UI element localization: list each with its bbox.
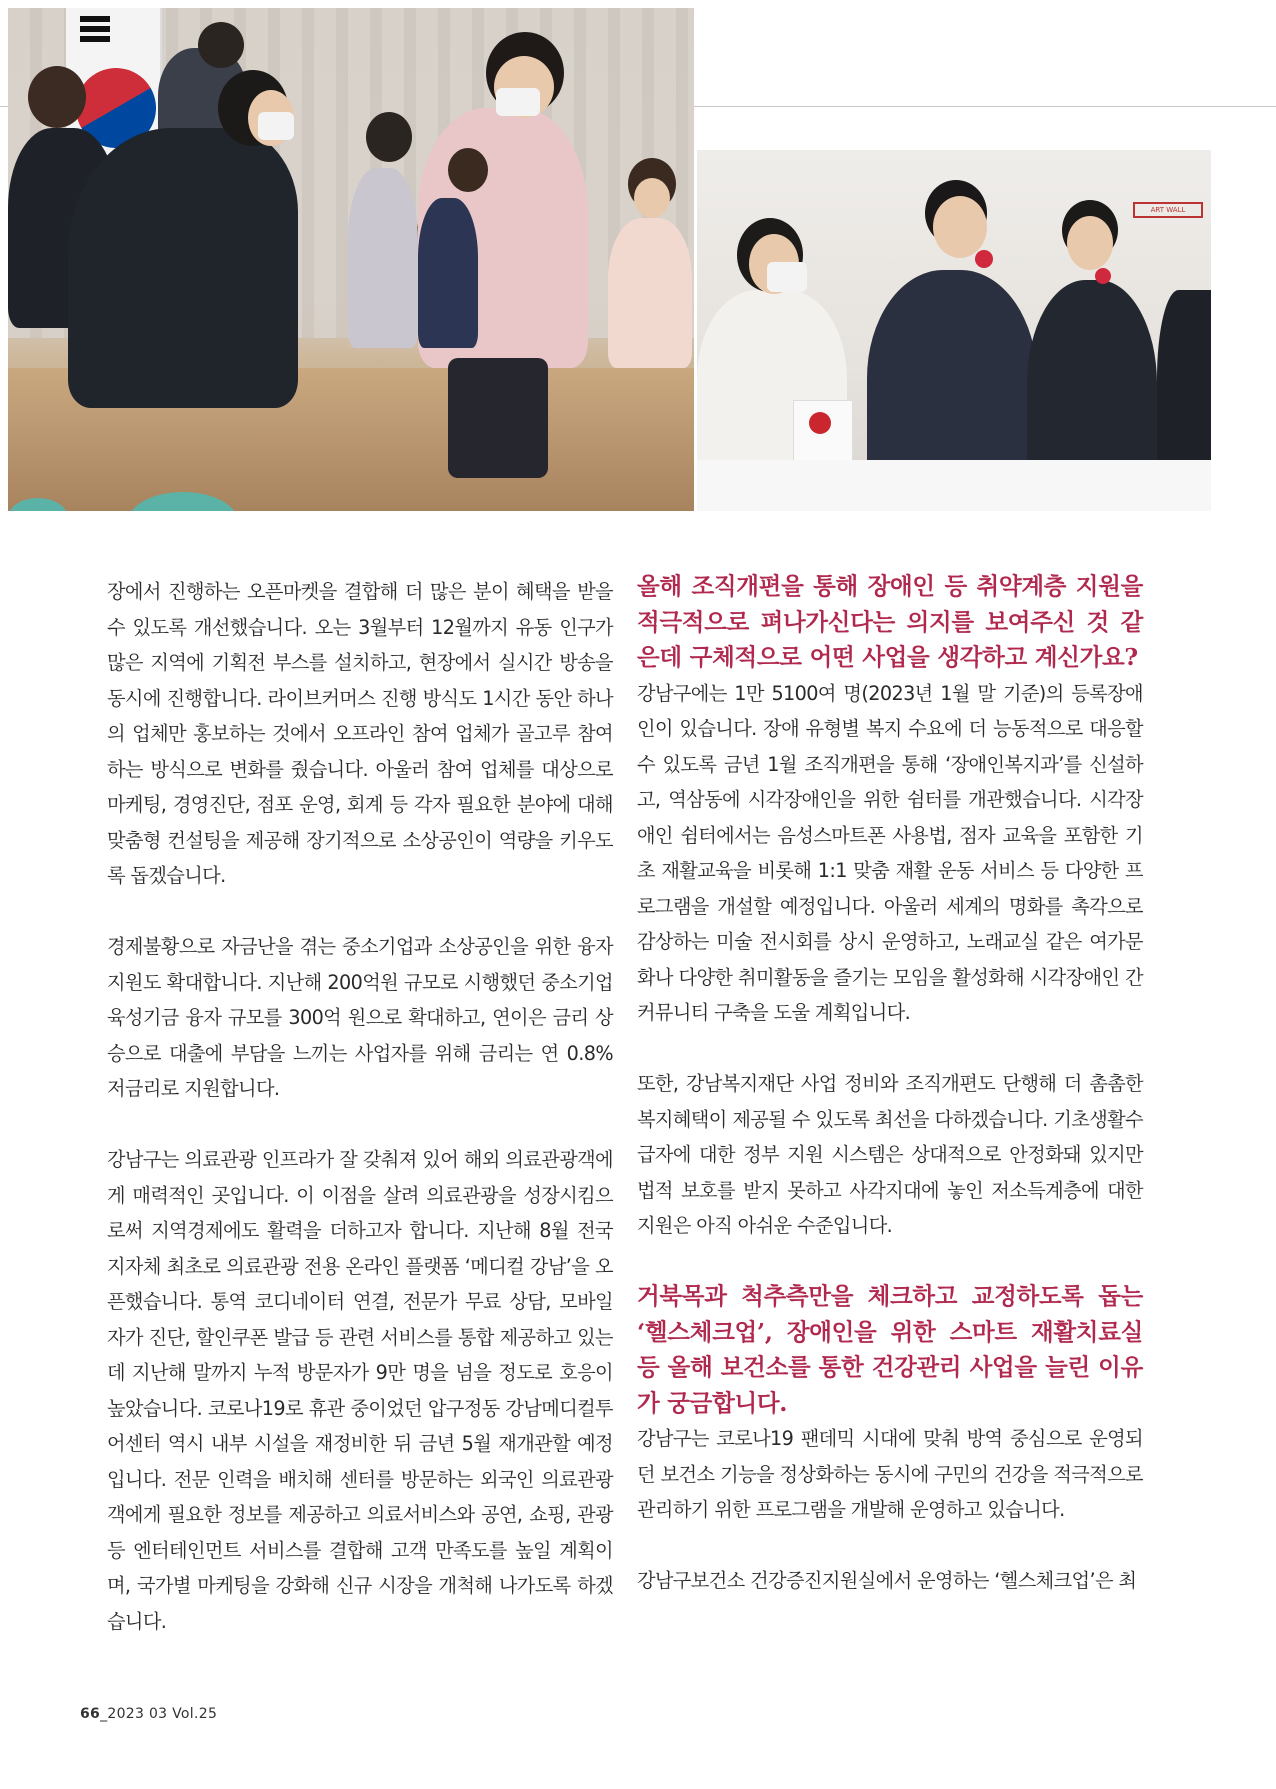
body-paragraph: 또한, 강남복지재단 사업 정비와 조직개편도 단행해 더 촘촘한 복지혜택이 제공될 수 있도록 최선을 다하겠습니다. 기초생활수급자에 대한 정부 지원 시스템은 상대적으로 안정화돼 있지만 법적 보호를 받지 못하고 사각지대에 놓인 저소득계층에 대한 지원은 아직 아쉬운 수준입니다. [637, 1072, 1143, 1237]
official-mask [258, 112, 294, 140]
right-column [637, 574, 1143, 1599]
interview-question: 올해 조직개편을 통해 장애인 등 취약계층 지원을 적극적으로 펴나가신다는 의지를 보여주신 것 같은데 구체적으로 어떤 사업을 생각하고 계신가요? [637, 572, 1143, 671]
carnation-flower [1095, 268, 1111, 284]
woman-mask [767, 262, 807, 292]
body-paragraph: 장에서 진행하는 오픈마켓을 결합해 더 많은 분이 혜택을 받을 수 있도록 개선했습니다. 오는 3월부터 12월까지 유동 인구가 많은 지역에 기획전 부스를 설치하고, 현장에서 실시간 방송을 동시에 진행합니다. 라이브커머스 진행 방식도 1시간 동안 하나의 업체만 홍보하는 것에서 오프라인 참여 업체가 골고루 참여하는 방식으로 변화를 줬습니다. 아울러 참여 업체를 대상으로 마케팅, 경영진단, 점포 운영, 회계 등 각자 필요한 분야에 대해 맞춤형 컨설팅을 제공해 장기적으로 소상공인이 역량을 키우도록 돕겠습니다. [107, 580, 613, 887]
exhibition-photo [697, 150, 1211, 511]
child-left-head [28, 66, 86, 128]
man-right-face [1067, 216, 1113, 270]
girl-trousers [448, 358, 548, 478]
left-column [107, 574, 613, 1639]
body-paragraph: 강남구는 코로나19 팬데믹 시대에 맞춰 방역 중심으로 운영되던 보건소 기능을 정상화하는 동시에 구민의 건강을 적극적으로 관리하기 위한 프로그램을 개발해 운영하고 있습니다. [637, 1427, 1143, 1521]
display-rose [809, 412, 831, 434]
official-crouching [68, 128, 298, 408]
child-2 [348, 168, 418, 348]
interview-question: 거북목과 척추측만을 체크하고 교정하도록 돕는 ‘헬스체크업’, 장애인을 위한 스마트 재활치료실 등 올해 보건소를 통한 건강관리 사업을 늘린 이유가 궁금합니다. [637, 1282, 1143, 1417]
body-paragraph: 강남구보건소 건강증진지원실에서 운영하는 ‘헬스체크업’은 최 [637, 1569, 1137, 1592]
page-number: 66 [80, 1706, 101, 1722]
art-wall-sign: ART WALL [1133, 202, 1203, 218]
man-face [933, 196, 987, 258]
body-paragraph: 강남구에는 1만 5100여 명(2023년 1월 말 기준)의 등록장애인이 있습니다. 장애 유형별 복지 수요에 더 능동적으로 대응할 수 있도록 금년 1월 조직개편을 통해 ‘장애인복지과’를 신설하고, 역삼동에 시각장애인을 위한 쉼터를 개관했습니다. 시각장애인 쉼터에서는 음성스마트폰 사용법, 점자 교육을 포함한 기초 재활교육을 비롯해 1:1 맞춤 재활 운동 서비스 등 다양한 프로그램을 개설할 예정입니다. 아울러 세계의 명화를 촉각으로 감상하는 미술 전시회를 상시 운영하고, 노래교실 같은 여가문화나 다양한 취미활동을 즐기는 모임을 활성화해 시각장애인 간 커뮤니티 구축을 도울 계획입니다. [637, 681, 1143, 1024]
exhibition-table [697, 460, 1211, 511]
page-footer [80, 1706, 217, 1722]
girl-mask [496, 88, 540, 116]
body-paragraph: 경제불황으로 자금난을 겪는 중소기업과 소상공인을 위한 융자 지원도 확대합니다. 지난해 200억원 규모로 시행했던 중소기업육성기금 융자 규모를 300억 원으로 확대하고, 연이은 금리 상승으로 대출에 부담을 느끼는 사업자를 위해 금리는 연 0.8% 저금리로 지원합니다. [107, 935, 613, 1100]
photographer-head [198, 22, 244, 68]
child-2-head [366, 112, 412, 162]
child-4-face [634, 178, 670, 218]
child-3 [418, 198, 478, 348]
carnation-flower [975, 250, 993, 268]
issue-label: _2023 03 Vol.25 [100, 1706, 218, 1722]
flag-trigram [80, 16, 110, 46]
child-4 [608, 218, 692, 368]
award-ceremony-photo [8, 8, 694, 511]
child-3-head [448, 148, 488, 192]
body-paragraph: 강남구는 의료관광 인프라가 잘 갖춰져 있어 해외 의료관광객에게 매력적인 곳입니다. 이 이점을 살려 의료관광을 성장시킴으로써 지역경제에도 활력을 더하고자 합니다. 지난해 8월 전국 지자체 최초로 의료관광 전용 온라인 플랫폼 ‘메디컬 강남’을 오픈했습니다. 통역 코디네이터 연결, 전문가 무료 상담, 모바일 자가 진단, 할인쿠폰 발급 등 관련 서비스를 통합 제공하고 있는데 지난해 말까지 누적 방문자가 9만 명을 넘을 정도로 호응이 높았습니다. 코로나19로 휴관 중이었던 압구정동 강남메디컬투어센터 역시 내부 시설을 재정비한 뒤 금년 5월 재개관할 예정입니다. 전문 인력을 배치해 센터를 방문하는 외국인 의료관광객에게 필요한 정보를 제공하고 의료서비스와 공연, 쇼핑, 관광 등 엔터테인먼트 서비스를 결합해 고객 만족도를 높일 계획이며, 국가별 마케팅을 강화해 신규 시장을 개척해 나가도록 하겠습니다. [107, 1148, 613, 1633]
